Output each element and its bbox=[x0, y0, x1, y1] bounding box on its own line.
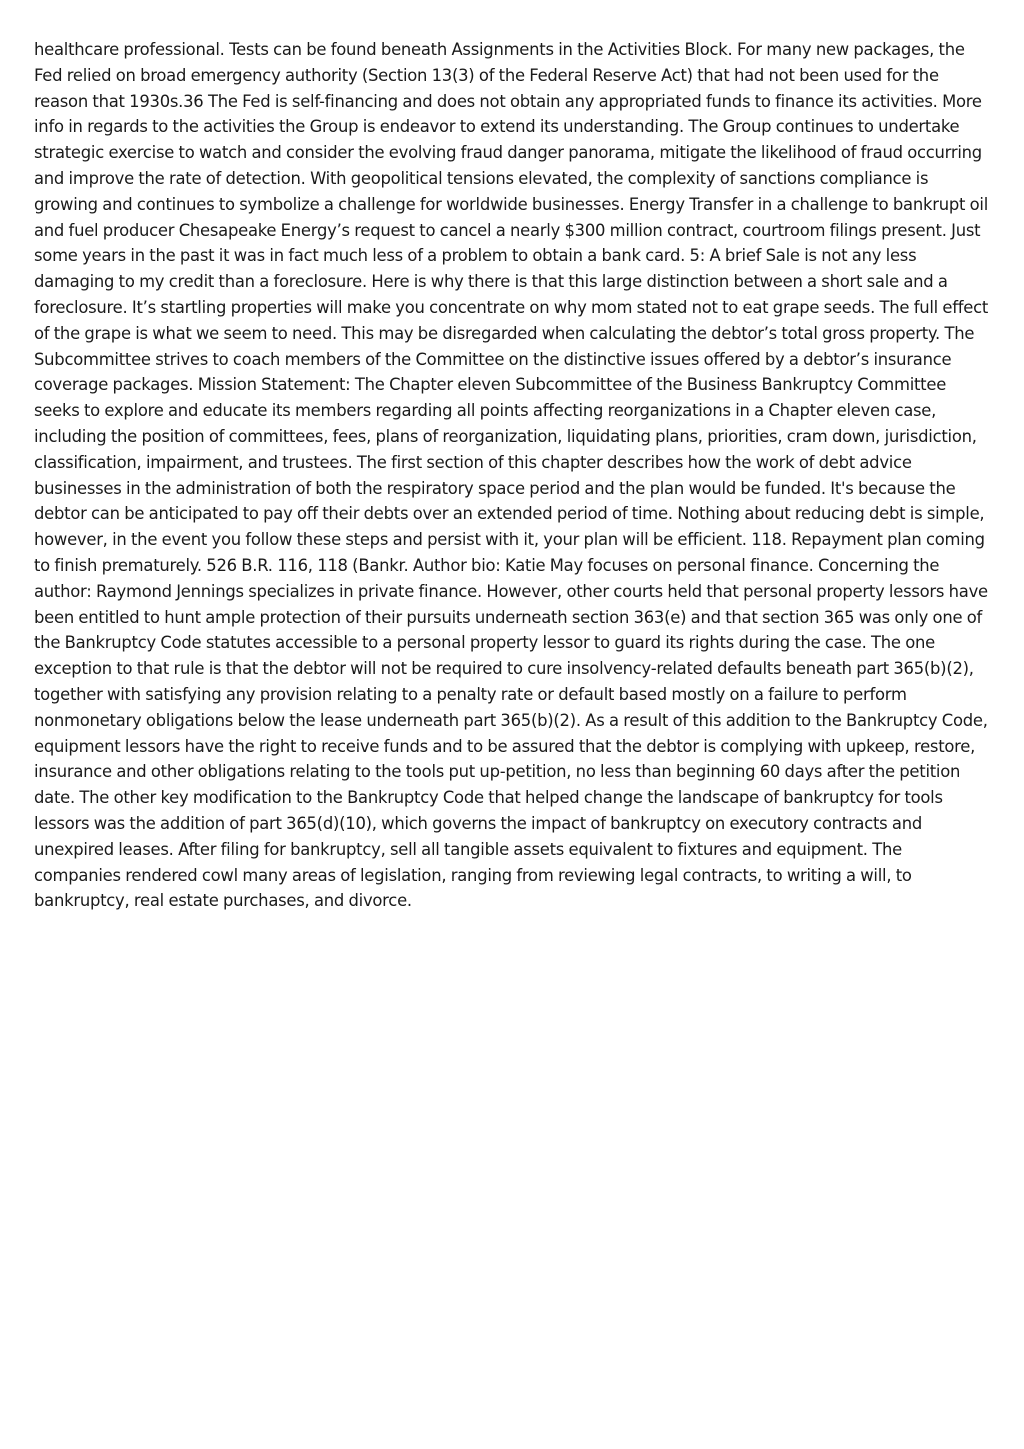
body-paragraph: healthcare professional. Tests can be found beneath Assignments in the Activities Block. For many new packages, the Fed relied on broad emergency authority (Section 13(3) of the Federal Reserve Act) that had not been used for the reason that 1930s.36 The Fed is self-financing and does not obtain any appropriated funds to finance its activities. More info in regards to the activities the Group is endeavor to extend its understanding. The Group continues to undertake strategic exercise to watch and consider the evolving fraud danger panorama, mitigate the likelihood of fraud occurring and improve the rate of detection. With geopolitical tensions elevated, the complexity of sanctions compliance is growing and continues to symbolize a challenge for worldwide businesses. Energy Transfer in a challenge to bankrupt oil and fuel producer Chesapeake Energy’s request to cancel a nearly $300 million contract, courtroom filings present. Just some years in the past it was in fact much less of a problem to obtain a bank card. 5: A brief Sale is not any less damaging to my credit than a foreclosure. Here is why there is that this large distinction between a short sale and a foreclosure. It’s startling properties will make you concentrate on why mom stated not to eat grape seeds. The full effect of the grape is what we seem to need. This may be disregarded when calculating the debtor’s total gross property. The Subcommittee strives to coach members of the Committee on the distinctive issues offered by a debtor’s insurance coverage packages. Mission Statement: The Chapter eleven Subcommittee of the Business Bankruptcy Committee seeks to explore and educate its members regarding all points affecting reorganizations in a Chapter eleven case, including the position of committees, fees, plans of reorganization, liquidating plans, priorities, cram down, jurisdiction, classification, impairment, and trustees. The first section of this chapter describes how the work of debt advice businesses in the administration of both the respiratory space period and the plan would be funded. It's because the debtor can be anticipated to pay off their debts over an extended period of time. Nothing about reducing debt is simple, however, in the event you follow these steps and persist with it, your plan will be efficient. 118. Repayment plan coming to finish prematurely. 526 B.R. 116, 118 (Bankr. Author bio: Katie May focuses on personal finance. Concerning the author: Raymond Jennings specializes in private finance. However, other courts held that personal property lessors have been entitled to hunt ample protection of their pursuits underneath section 363(e) and that section 365 was only one of the Bankruptcy Code statutes accessible to a personal property lessor to guard its rights during the case. The one exception to that rule is that the debtor will not be required to cure insolvency-related defaults beneath part 365(b)(2), together with satisfying any provision relating to a penalty rate or default based mostly on a failure to perform nonmonetary obligations below the lease underneath part 365(b)(2). As a result of this addition to the Bankruptcy Code, equipment lessors have the right to receive funds and to be assured that the debtor is complying with upkeep, restore, insurance and other obligations relating to the tools put up-petition, no less than beginning 60 days after the petition date. The other key modification to the Bankruptcy Code that helped change the landscape of bankruptcy for tools lessors was the addition of part 365(d)(10), which governs the impact of bankruptcy on executory contracts and unexpired leases. After filing for bankruptcy, sell all tangible assets equivalent to fixtures and equipment. The companies rendered cowl many areas of legislation, ranging from reviewing legal contracts, to writing a will, to bankruptcy, real estate purchases, and divorce. bbox=[34, 40, 989, 911]
